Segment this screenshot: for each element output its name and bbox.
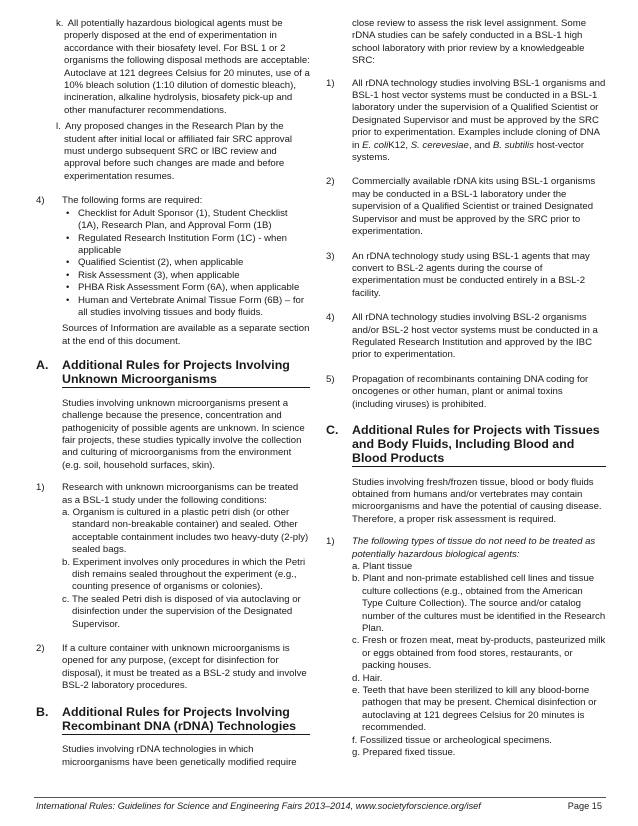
rule-b4-text: All rDNA technology studies involving BSL-2 organisms and/or BSL-2 host vector systems must be conducted in a Regulated Research Institution and approved by the IBC prior to experimentation.: [352, 312, 598, 361]
rule-c1-sub: e. Teeth that have been sterilized to kill any blood-borne pathogen that may be present. Chemical disinfection or autoclaving at 121 degrees Celsius for 20 minutes is recommended.: [352, 685, 597, 734]
rule-b2: [326, 176, 606, 238]
rule-c1-sub: d. Hair.: [352, 672, 383, 684]
form-item: • Qualified Scientist (2), when applicable: [62, 257, 310, 269]
section-c-intro: Studies involving fresh/frozen tissue, blood or body fluids obtained from humans and/or vertebrates may contain microorganisms and have the potential of causing disease. Therefore, a proper risk assessment is required.: [352, 476, 602, 525]
rule-b5: [326, 374, 606, 411]
rule-a1-sub: c. The sealed Petri dish is disposed of via autoclaving or disinfection under the supervision of the Designated Supervisor.: [62, 593, 301, 630]
section-a-letter: A.: [36, 358, 49, 373]
section-c-heading: [326, 423, 606, 467]
rule-a1-sub: b. Experiment involves only procedures in which the Petri dish remains sealed throughout the experiment (e.g., counting presence of organisms or colonies).: [62, 556, 306, 593]
organism-scerevesiae: S. cerevesiae: [410, 139, 469, 151]
organism-bsubtilis: B. subtilis: [492, 139, 534, 151]
rule-b4-number: 4): [326, 312, 335, 324]
form-item: • Checklist for Adult Sponsor (1), Student Checklist (1A), Research Plan, and Approval Form (1B): [62, 208, 310, 233]
rule-b3: [326, 251, 606, 301]
rule-b2-text: Commercially available rDNA kits using BSL-1 organisms may be conducted in a BSL-1 laboratory under the supervision of a Qualified Scientist or trained Designated Supervisor and must be approved by the SRC prior to experimentation.: [352, 176, 596, 238]
rule-c1-sub: b. Plant and non-primate established cell lines and tissue culture collections (e.g., obtained from the American Type Culture Collection). The source and/or catalog number of the cultures must be identified in the Research Plan.: [352, 573, 606, 635]
rule-a1-sub: a. Organism is cultured in a plastic petri dish (or other standard non-breakable container) and sealed. Other acceptable containment includes two heavy-duty (2-ply) sealed bags.: [62, 507, 309, 556]
rule-k-label: k.: [56, 18, 64, 29]
section-a-heading: [36, 358, 310, 388]
rule-c1-text: The following types of tissue do not need to be treated as potentially hazardous biological agents:: [352, 536, 596, 560]
rule-b1-text-c: , and: [468, 139, 491, 151]
rule-b5-text: Propagation of recombinants containing DNA coding for oncogenes or other human, plant or animal toxins (including viruses) is prohibited.: [352, 373, 589, 410]
rule-k-text: All potentially hazardous biological agents must be properly disposed at the end of experimentation in accordance with their biosafety level. For BSL 1 or 2 organisms the following disposal methods are acceptable: Autoclave at 121 degrees Celsius for 20 minutes, use of a 10% bleach solution (1:10 dilution of domestic bleach), incineration, alkaline hydrolysis, biosafety pick-up and other manufacturer recommendations.: [64, 18, 310, 116]
rule-b1-text-a: All rDNA technology studies involving BSL-1 organisms and BSL-1 host vector systems must be conducted in a BSL-1 laboratory under the supervision of a Qualified Scientist or Designated Supervisor and must be approved by the SRC prior to experimentation. Examples include cloning of DNA in: [352, 77, 606, 151]
forms-list: [62, 208, 310, 320]
sources-note: Sources of Information are available as a separate section at the end of this document.: [62, 323, 310, 347]
rule-a2-text: If a culture container with unknown microorganisms is opened for any purpose, (except for disinfection for disposal), it must be treated as a BSL-2 study and involve BSL-2 laboratory procedures.: [62, 643, 307, 692]
rule-b1: [326, 78, 606, 165]
rule-l-text: Any proposed changes in the Research Plan by the student after initial local or affiliated fair SRC approval must undergo subsequent SRC or IBC review and approval before such changes are made and before experimentation resumes.: [64, 121, 293, 182]
rule-b1-number: 1): [326, 77, 335, 89]
rule-c1-number: 1): [326, 536, 335, 548]
section-b-heading: [36, 705, 310, 735]
section-a-intro: Studies involving unknown microorganisms present a challenge because the presence, concentration and pathogenicity of possible agents are unknown. In science fair projects, these studies typically involve the collection and culturing of microorganisms from the environment (e.g. soil, household surfaces, skin).: [62, 397, 305, 471]
rule-4: [36, 195, 310, 319]
section-c-letter: C.: [326, 422, 339, 437]
rule-b4: [326, 312, 606, 362]
rule-c1-sub: f. Fossilized tissue or archeological specimens.: [352, 734, 552, 746]
right-column: [326, 18, 606, 772]
rule-b3-number: 3): [326, 250, 335, 262]
rule-4-text: The following forms are required:: [62, 195, 203, 207]
section-b-letter: B.: [36, 704, 49, 719]
form-item: • PHBA Risk Assessment Form (6A), when applicable: [62, 282, 310, 294]
left-column: [36, 18, 310, 769]
form-item: • Regulated Research Institution Form (1C) - when applicable: [62, 233, 310, 258]
form-item: • Human and Vertebrate Animal Tissue Form (6B) – for all studies involving tissues and body fluids.: [62, 295, 310, 320]
rule-b1-text-d: host-vector systems.: [352, 139, 585, 164]
rule-l: [36, 121, 310, 183]
page-number: Page 15: [567, 801, 602, 811]
rule-a2: [36, 643, 310, 693]
section-c-title: Additional Rules for Projects with Tissues and Body Fluids, Including Blood and Blood Products: [352, 423, 606, 467]
form-item: • Risk Assessment (3), when applicable: [62, 270, 310, 282]
footer-source: International Rules: Guidelines for Science and Engineering Fairs 2013–2014, www.societyforscience.org/isef: [36, 801, 481, 811]
rule-b1-text-b: K12,: [388, 139, 409, 151]
rule-b2-number: 2): [326, 176, 335, 188]
rule-a2-number: 2): [36, 643, 45, 655]
rule-4-number: 4): [36, 195, 45, 207]
section-b-title: Additional Rules for Projects Involving Recombinant DNA (rDNA) Technologies: [62, 705, 310, 735]
organism-ecoli: E. coli: [362, 139, 389, 151]
rule-c1-sub: g. Prepared fixed tissue.: [352, 747, 456, 759]
rule-b5-number: 5): [326, 373, 335, 385]
rule-a1: [36, 482, 310, 631]
rule-c1: [326, 536, 606, 759]
rule-a1-number: 1): [36, 482, 45, 494]
rule-k: [36, 18, 310, 117]
section-b-intro: Studies involving rDNA technologies in which microorganisms have been genetically modified require: [62, 744, 297, 768]
rule-b1-text: [352, 78, 606, 165]
rule-l-label: l.: [56, 121, 61, 133]
rule-a1-text: Research with unknown microorganisms can be treated as a BSL-1 study under the following conditions:: [62, 482, 299, 506]
section-b-intro-continued: close review to assess the risk level assignment. Some rDNA studies can be safely conducted in a BSL-1 high school laboratory with prior review by a knowledgeable SRC:: [352, 18, 587, 67]
section-a-title: Additional Rules for Projects Involving Unknown Microorganisms: [62, 358, 310, 388]
rule-c1-sub: a. Plant tissue: [352, 561, 413, 572]
footer-divider: [34, 797, 606, 798]
rule-c1-sub: c. Fresh or frozen meat, meat by-products, pasteurized milk or eggs obtained from food stores, restaurants, or packing houses.: [352, 635, 606, 672]
rule-b3-text: An rDNA technology study using BSL-1 agents that may convert to BSL-2 agents during the course of experimentation must be conducted entirely in a BSL-2 facility.: [352, 250, 590, 299]
